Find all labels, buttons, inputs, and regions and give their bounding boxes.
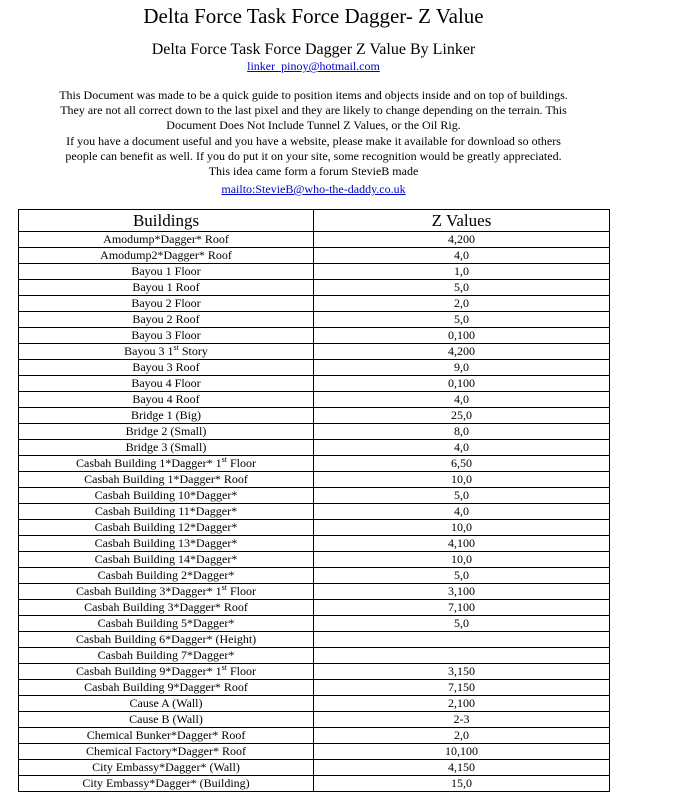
table-row [19,408,610,424]
table-row [19,360,610,376]
building-cell [19,344,314,360]
building-name: Casbah Building 1*Dagger* 1 [75,456,222,470]
header-buildings: Buildings [19,210,314,232]
table-row [19,552,610,568]
building-name: Bayou 1 Roof [132,280,200,294]
building-name: Casbah Building 7*Dagger* [97,648,235,662]
z-value-cell: 5,0 [314,616,610,632]
table-row [19,760,610,776]
building-name: City Embassy*Dagger* (Building) [82,776,250,790]
author-email-link[interactable]: linker_pinoy@hotmail.com [247,59,380,73]
table-row [19,728,610,744]
z-value-cell: 2,0 [314,728,610,744]
building-cell [19,504,314,520]
z-value-cell: 4,0 [314,248,610,264]
z-value-cell: 2,100 [314,696,610,712]
table-row [19,344,610,360]
building-name: Bayou 2 Floor [131,296,201,310]
ordinal-suffix: st [221,663,227,672]
z-value-cell [314,632,610,648]
table-header-row [19,210,610,232]
building-name: Cause A (Wall) [129,696,203,710]
intro-line: Document Does Not Include Tunnel Z Values, or the Oil Rig. [166,118,461,133]
building-cell [19,520,314,536]
building-cell [19,552,314,568]
z-value-cell: 5,0 [314,312,610,328]
z-value-cell: 8,0 [314,424,610,440]
table-row [19,504,610,520]
building-cell [19,616,314,632]
z-value-cell: 7,150 [314,680,610,696]
z-value-cell: 4,150 [314,760,610,776]
z-value-cell: 0,100 [314,376,610,392]
ordinal-suffix: st [173,343,179,352]
z-value-cell: 7,100 [314,600,610,616]
z-value-cell: 3,100 [314,584,610,600]
building-cell [19,232,314,248]
z-value-cell: 1,0 [314,264,610,280]
table-row [19,680,610,696]
building-name: Bridge 1 (Big) [131,408,201,422]
intro-line: This idea came form a forum StevieB made [208,164,419,179]
table-row [19,664,610,680]
building-name: Casbah Building 5*Dagger* [97,616,235,630]
header-z-values: Z Values [314,210,610,232]
building-cell [19,392,314,408]
building-cell [19,664,314,680]
building-cell [19,536,314,552]
table-row [19,376,610,392]
z-value-cell: 4,0 [314,440,610,456]
intro-line: This Document was made to be a quick guide to position items and objects inside and on top of buildings. [59,88,568,102]
intro-line: people can benefit as well. If you do put it on your site, some recognition would be greatly appreciated. [65,148,562,163]
building-name: Bayou 3 1 [124,344,174,358]
building-name: Bayou 4 Floor [131,376,201,390]
z-value-cell: 25,0 [314,408,610,424]
building-name: Casbah Building 3*Dagger* 1 [75,584,222,598]
table-row [19,536,610,552]
table-row [19,600,610,616]
author-email-container [0,59,627,74]
table-row [19,248,610,264]
table-row [19,264,610,280]
building-cell [19,408,314,424]
z-value-cell: 5,0 [314,280,610,296]
building-name: Bayou 4 Roof [132,392,200,406]
table-row [19,648,610,664]
z-value-cell: 10,0 [314,520,610,536]
building-cell [19,248,314,264]
building-name: Bridge 3 (Small) [125,440,207,454]
building-name: Bridge 2 (Small) [125,424,207,438]
building-cell [19,440,314,456]
building-name: Cause B (Wall) [129,712,203,726]
building-name: Casbah Building 1*Dagger* Roof [84,472,248,486]
z-value-cell: 2-3 [314,712,610,728]
building-name: Bayou 3 Roof [132,360,200,374]
intro-line: If you have a document useful and you have a website, please make it available for download so others [66,133,561,148]
intro-line: They are not all correct down to the last pixel and they are likely to change depending on the terrain. This [60,103,567,118]
building-cell [19,744,314,760]
table-row [19,424,610,440]
z-value-cell: 3,150 [314,664,610,680]
building-cell [19,776,314,792]
table-row [19,520,610,536]
building-name: Casbah Building 6*Dagger* (Height) [75,632,257,646]
table-row [19,568,610,584]
building-cell [19,680,314,696]
z-value-cell: 15,0 [314,776,610,792]
building-cell [19,280,314,296]
table-row [19,712,610,728]
ordinal-suffix: st [221,455,227,464]
building-name-suffix: Floor [226,664,256,678]
building-cell [19,488,314,504]
building-name: Amodump2*Dagger* Roof [100,248,232,262]
building-name-suffix: Floor [226,456,256,470]
building-name: Casbah Building 11*Dagger* [94,504,238,518]
building-cell [19,472,314,488]
building-name-suffix: Floor [226,584,256,598]
building-cell [19,456,314,472]
building-name: Casbah Building 13*Dagger* [94,536,238,550]
table-row [19,632,610,648]
building-name: Bayou 3 Floor [131,328,201,342]
z-value-cell: 4,0 [314,392,610,408]
building-name: Chemical Bunker*Dagger* Roof [86,728,246,742]
z-value-cell: 4,100 [314,536,610,552]
z-value-cell: 5,0 [314,488,610,504]
building-name: Casbah Building 14*Dagger* [94,552,238,566]
building-name: Bayou 2 Roof [132,312,200,326]
building-cell [19,328,314,344]
table-row [19,456,610,472]
table-row [19,584,610,600]
z-value-cell: 2,0 [314,296,610,312]
building-cell [19,296,314,312]
building-name: Chemical Factory*Dagger* Roof [86,744,246,758]
building-cell [19,648,314,664]
building-cell [19,424,314,440]
table-row [19,488,610,504]
building-name: City Embassy*Dagger* (Wall) [92,760,240,774]
document-subtitle: Delta Force Task Force Dagger Z Value By Linker [151,41,476,58]
z-value-cell: 10,100 [314,744,610,760]
building-cell [19,760,314,776]
building-name: Casbah Building 12*Dagger* [94,520,238,534]
building-cell [19,264,314,280]
building-name: Bayou 1 Floor [131,264,201,278]
building-name: Casbah Building 9*Dagger* 1 [75,664,222,678]
z-value-cell: 4,0 [314,504,610,520]
z-value-cell: 4,200 [314,232,610,248]
z-value-cell: 4,200 [314,344,610,360]
building-cell [19,728,314,744]
table-row [19,296,610,312]
contact-link-container [0,182,627,197]
z-values-table [18,209,610,792]
table-body [19,232,610,792]
intro-paragraph [0,88,627,179]
table-row [19,232,610,248]
table-row [19,776,610,792]
building-cell [19,712,314,728]
ordinal-suffix: st [221,583,227,592]
table-row [19,392,610,408]
table-row [19,440,610,456]
building-cell [19,376,314,392]
table-row [19,328,610,344]
building-name: Amodump*Dagger* Roof [103,232,229,246]
building-cell [19,568,314,584]
building-name: Casbah Building 10*Dagger* [94,488,238,502]
building-name: Casbah Building 9*Dagger* Roof [84,680,248,694]
z-value-cell [314,648,610,664]
building-name: Casbah Building 2*Dagger* [97,568,235,582]
building-cell [19,312,314,328]
table-row [19,616,610,632]
z-value-cell: 10,0 [314,552,610,568]
z-value-cell: 9,0 [314,360,610,376]
document-title: Delta Force Task Force Dagger- Z Value [143,4,484,28]
z-value-cell: 10,0 [314,472,610,488]
table-row [19,696,610,712]
building-name-suffix: Story [178,344,208,358]
table-row [19,744,610,760]
table-row [19,280,610,296]
contact-email-link[interactable]: mailto:StevieB@who-the-daddy.co.uk [221,182,406,196]
building-cell [19,360,314,376]
z-value-cell: 0,100 [314,328,610,344]
building-name: Casbah Building 3*Dagger* Roof [84,600,248,614]
building-cell [19,600,314,616]
building-cell [19,696,314,712]
z-value-cell: 6,50 [314,456,610,472]
table-row [19,312,610,328]
z-value-cell: 5,0 [314,568,610,584]
building-cell [19,632,314,648]
building-cell [19,584,314,600]
table-row [19,472,610,488]
